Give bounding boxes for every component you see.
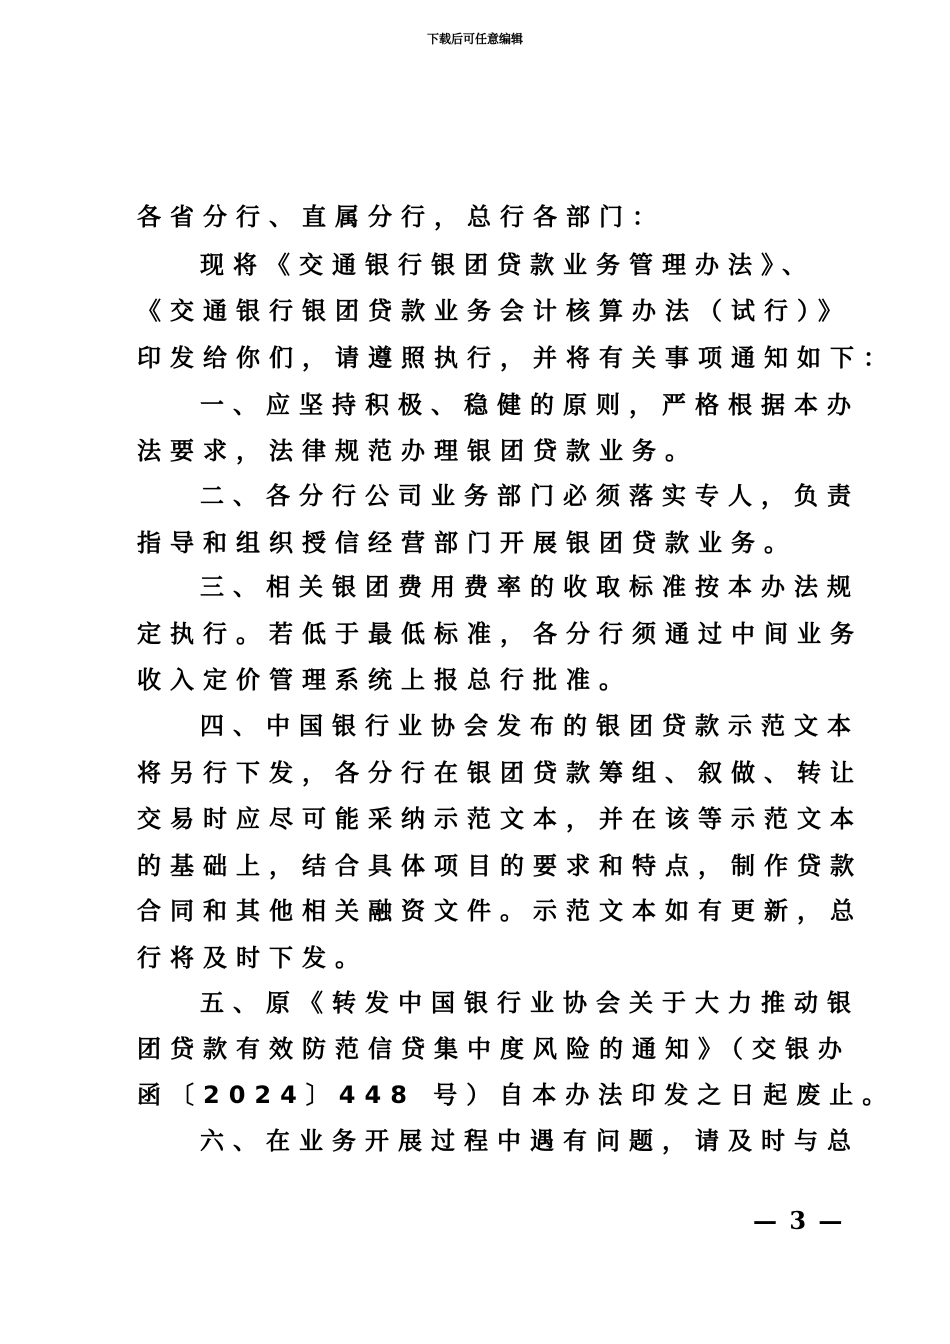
body-line: 二、各分行公司业务部门必须落实专人，负责 <box>200 482 860 510</box>
body-line: 六、在业务开展过程中遇有问题，请及时与总 <box>200 1127 860 1155</box>
body-line: 函〔2024〕448 号）自本办法印发之日起废止。 <box>137 1081 896 1109</box>
body-line: 将另行下发，各分行在银团贷款筹组、叙做、转让 <box>137 759 863 787</box>
body-line: 收入定价管理系统上报总行批准。 <box>137 666 632 694</box>
salutation-line: 各省分行、直属分行，总行各部门： <box>137 203 665 231</box>
body-line: 五、原《转发中国银行业协会关于大力推动银 <box>200 989 860 1017</box>
body-line: 印发给你们，请遵照执行，并将有关事项通知如下： <box>137 344 896 372</box>
body-line: 交易时应尽可能采纳示范文本，并在该等示范文本 <box>137 805 863 833</box>
body-line: 四、中国银行业协会发布的银团贷款示范文本 <box>200 712 860 740</box>
body-line: 定执行。若低于最低标准，各分行须通过中间业务 <box>137 620 863 648</box>
body-line: 行将及时下发。 <box>137 944 368 972</box>
body-line: 指导和组织授信经营部门开展银团贷款业务。 <box>137 529 797 557</box>
page-number: — 3 — <box>753 1206 845 1235</box>
body-line: 团贷款有效防范信贷集中度风险的通知》（交银办 <box>137 1035 851 1063</box>
body-line: 的基础上，结合具体项目的要求和特点，制作贷款 <box>137 852 863 880</box>
body-line: 现将《交通银行银团贷款业务管理办法》、 <box>200 251 815 279</box>
body-line: 法要求，法律规范办理银团贷款业务。 <box>137 437 698 465</box>
body-line: 三、相关银团费用费率的收取标准按本办法规 <box>200 573 860 601</box>
body-line: 《交通银行银团贷款业务会计核算办法（试行）》 <box>137 297 851 325</box>
body-line: 一、应坚持积极、稳健的原则，严格根据本办 <box>200 391 860 419</box>
body-line: 合同和其他相关融资文件。示范文本如有更新，总 <box>137 897 863 925</box>
header-note: 下载后可任意编辑 <box>426 32 523 46</box>
